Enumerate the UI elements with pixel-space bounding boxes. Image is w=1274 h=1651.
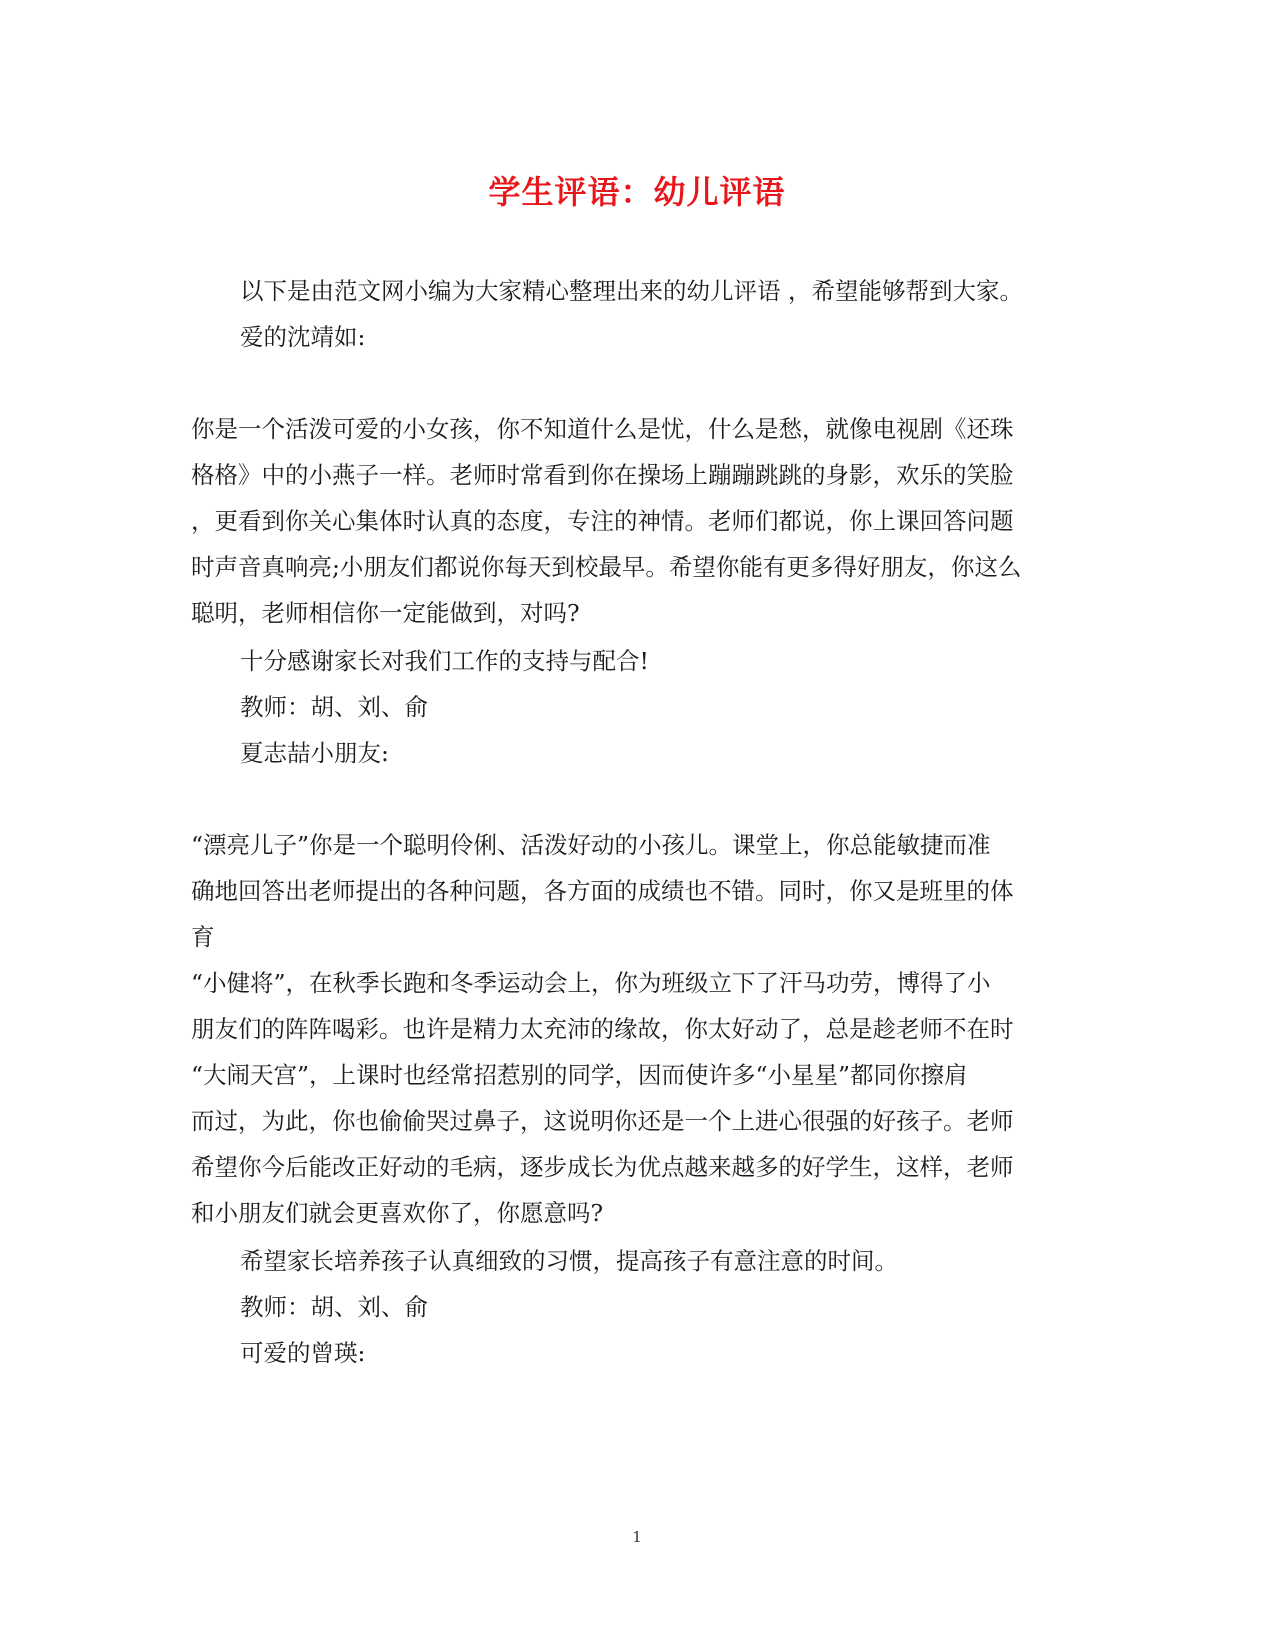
paragraph-line: 格格》中的小燕子一样。老师时常看到你在操场上蹦蹦跳跳的身影，欢乐的笑脸 [191, 461, 1014, 489]
teacher-signature-2: 教师：胡、刘、俞 [240, 1293, 428, 1321]
page-number: 1 [632, 1528, 642, 1546]
document-title: 学生评语：幼儿评语 [488, 173, 786, 211]
paragraph-line: 确地回答出老师提出的各种问题，各方面的成绩也不错。同时，你又是班里的体 [191, 877, 1014, 905]
paragraph-line: 聪明，老师相信你一定能做到，对吗? [191, 599, 580, 627]
paragraph-line: “漂亮儿子”你是一个聪明伶俐、活泼好动的小孩儿。课堂上，你总能敏捷而准 [191, 831, 991, 859]
salutation-2: 夏志喆小朋友: [240, 739, 389, 767]
salutation-1: 爱的沈靖如: [240, 323, 366, 351]
paragraph-line: 育 [191, 923, 215, 951]
paragraph-line: 朋友们的阵阵喝彩。也许是精力太充沛的缘故，你太好动了，总是趁老师不在时 [191, 1015, 1014, 1043]
thanks-line: 十分感谢家长对我们工作的支持与配合! [240, 647, 649, 675]
paragraph-line: 希望你今后能改正好动的毛病，逐步成长为优点越来越多的好学生，这样，老师 [191, 1153, 1014, 1181]
parent-advice-line: 希望家长培养孩子认真细致的习惯，提高孩子有意注意的时间。 [240, 1247, 898, 1275]
paragraph-line: “大闹天宫”，上课时也经常招惹别的同学，因而使许多“小星星”都同你擦肩 [191, 1061, 968, 1089]
intro-line: 以下是由范文网小编为大家精心整理出来的幼儿评语 ，希望能够帮到大家。 [240, 277, 1023, 305]
paragraph-line: 和小朋友们就会更喜欢你了，你愿意吗? [191, 1199, 604, 1227]
salutation-3: 可爱的曾瑛: [240, 1339, 366, 1367]
teacher-signature-1: 教师：胡、刘、俞 [240, 693, 428, 721]
paragraph-line: ，更看到你关心集体时认真的态度，专注的神情。老师们都说，你上课回答问题 [191, 507, 1014, 535]
paragraph-line: “小健将”，在秋季长跑和冬季运动会上，你为班级立下了汗马功劳，博得了小 [191, 969, 991, 997]
paragraph-line: 而过，为此，你也偷偷哭过鼻子，这说明你还是一个上进心很强的好孩子。老师 [191, 1107, 1014, 1135]
paragraph-line: 你是一个活泼可爱的小女孩，你不知道什么是忧，什么是愁，就像电视剧《还珠 [191, 415, 1014, 443]
paragraph-line: 时声音真响亮;小朋友们都说你每天到校最早。希望你能有更多得好朋友，你这么 [191, 553, 1022, 581]
